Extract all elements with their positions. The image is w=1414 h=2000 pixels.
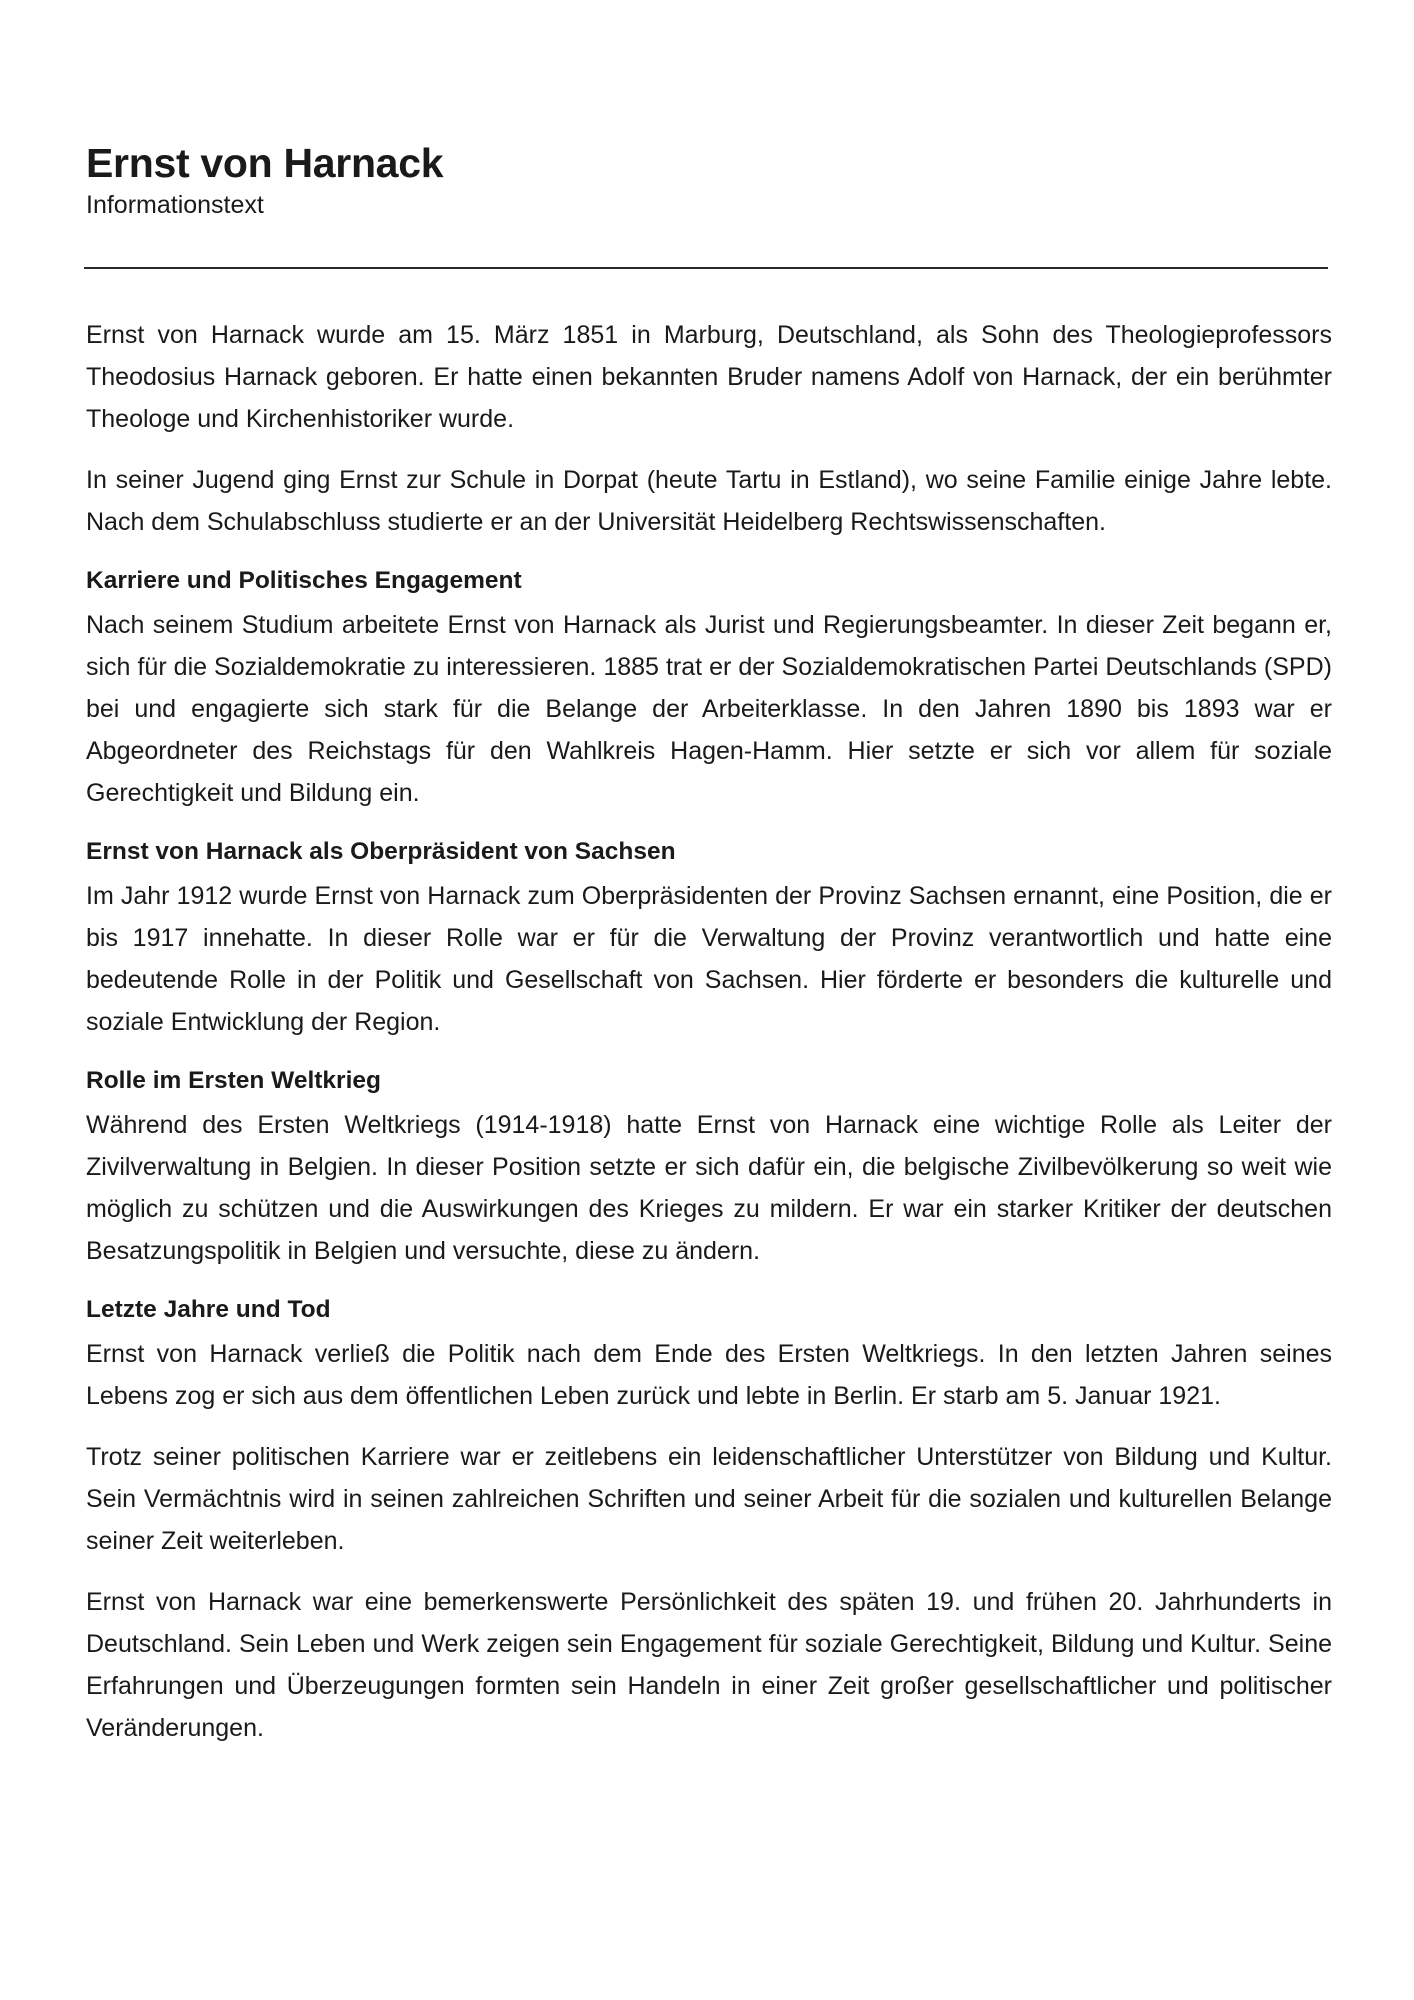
- body-paragraph: Nach seinem Studium arbeitete Ernst von Harnack als Jurist und Regierungsbeamter. In dieser Zeit begann er, sich für die Sozialdemokratie zu interessieren. 1885 trat er der Sozialdemokratischen Partei Deutschlands (SPD) bei und engagierte sich stark für die Belange der Arbeiterklasse. In den Jahren 1890 bis 1893 war er Abgeordneter des Reichstags für den Wahlkreis Hagen-Hamm. Hier setzte er sich vor allem für soziale Gerechtigkeit und Bildung ein.: [86, 611, 1332, 807]
- section-heading-weltkrieg: Rolle im Ersten Weltkrieg: [86, 1067, 381, 1094]
- body-paragraph: In seiner Jugend ging Ernst zur Schule in Dorpat (heute Tartu in Estland), wo seine Familie einige Jahre lebte. Nach dem Schulabschluss studierte er an der Universität Heidelberg Rechtswissenschaften.: [86, 466, 1332, 536]
- body-paragraph: Ernst von Harnack verließ die Politik nach dem Ende des Ersten Weltkriegs. In den letzten Jahren seines Lebens zog er sich aus dem öffentlichen Leben zurück und lebte in Berlin. Er starb am 5. Januar 1921.: [86, 1340, 1332, 1410]
- section-heading-letzte-jahre: Letzte Jahre und Tod: [86, 1296, 331, 1323]
- section-heading-karriere: Karriere und Politisches Engagement: [86, 567, 522, 594]
- body-paragraph: Ernst von Harnack wurde am 15. März 1851 in Marburg, Deutschland, als Sohn des Theologieprofessors Theodosius Harnack geboren. Er hatte einen bekannten Bruder namens Adolf von Harnack, der ein berühmter Theologe und Kirchenhistoriker wurde.: [86, 321, 1332, 433]
- page-subtitle: Informationstext: [86, 191, 264, 219]
- title-divider: [84, 267, 1328, 269]
- body-paragraph: Im Jahr 1912 wurde Ernst von Harnack zum Oberpräsidenten der Provinz Sachsen ernannt, eine Position, die er bis 1917 innehatte. In dieser Rolle war er für die Verwaltung der Provinz verantwortlich und hatte eine bedeutende Rolle in der Politik und Gesellschaft von Sachsen. Hier förderte er besonders die kulturelle und soziale Entwicklung der Region.: [86, 882, 1332, 1036]
- section-heading-oberpraesident: Ernst von Harnack als Oberpräsident von Sachsen: [86, 838, 676, 865]
- body-paragraph: Während des Ersten Weltkriegs (1914-1918) hatte Ernst von Harnack eine wichtige Rolle als Leiter der Zivilverwaltung in Belgien. In dieser Position setzte er sich dafür ein, die belgische Zivilbevölkerung so weit wie möglich zu schützen und die Auswirkungen des Krieges zu mildern. Er war ein starker Kritiker der deutschen Besatzungspolitik in Belgien und versuchte, diese zu ändern.: [86, 1111, 1332, 1265]
- document-body: [86, 314, 1332, 1768]
- body-paragraph: Trotz seiner politischen Karriere war er zeitlebens ein leidenschaftlicher Unterstützer von Bildung und Kultur. Sein Vermächtnis wird in seinen zahlreichen Schriften und seiner Arbeit für die sozialen und kulturellen Belange seiner Zeit weiterleben.: [86, 1443, 1332, 1555]
- page-title: Ernst von Harnack: [86, 140, 444, 186]
- body-paragraph: Ernst von Harnack war eine bemerkenswerte Persönlichkeit des späten 19. und frühen 20. Jahrhunderts in Deutschland. Sein Leben und Werk zeigen sein Engagement für soziale Gerechtigkeit, Bildung und Kultur. Seine Erfahrungen und Überzeugungen formten sein Handeln in einer Zeit großer gesellschaftlicher und politischer Veränderungen.: [86, 1588, 1332, 1742]
